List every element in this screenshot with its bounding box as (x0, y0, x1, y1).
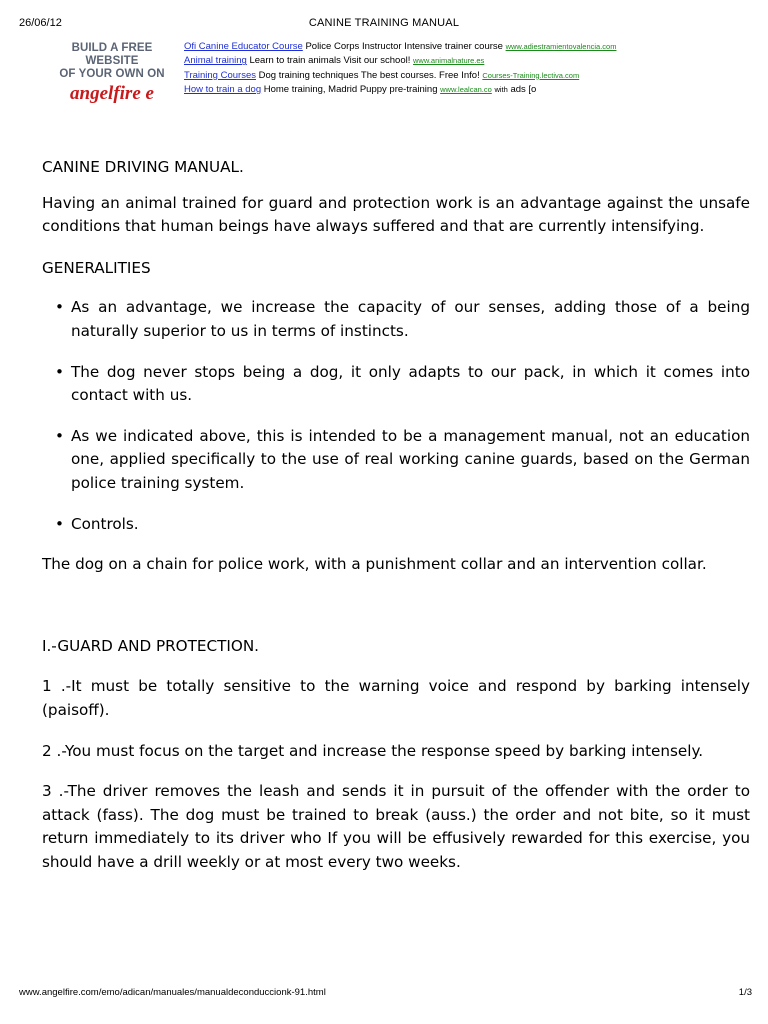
ad-row (184, 40, 754, 54)
bullet-icon: • (55, 298, 64, 317)
ad-text: Dog training techniques The best courses. Free Info! (258, 69, 480, 81)
intro-paragraph: Having an animal trained for guard and protection work is an advantage against the unsafe conditions that human beings have always suffered and that are currently intensifying. (42, 193, 750, 236)
ad-text: Police Corps Instructor Intensive trainer course (305, 41, 503, 52)
ad-row (184, 83, 754, 97)
list-item-text: The dog never stops being a dog, it only adapts to our pack, in which it comes into contact with us. (71, 362, 750, 405)
section-heading-guard: I.-GUARD AND PROTECTION. (42, 636, 260, 655)
angelfire-brand: angelfire e (70, 83, 154, 104)
list-item (42, 361, 750, 408)
ads-by-label: with (494, 84, 508, 94)
bullet-icon: • (55, 514, 64, 533)
ad-url[interactable]: www.animalnature.es (413, 56, 485, 66)
ad-links-block (184, 40, 754, 97)
document-body (42, 156, 750, 874)
ads-by-suffix[interactable]: ads [o (510, 83, 537, 95)
ad-row (184, 54, 754, 68)
print-date: 26/06/12 (19, 17, 62, 29)
numbered-item: 3 .-The driver removes the leash and sends it in pursuit of the offender with the order to attack (fass). The dog must be trained to break (auss.) the order and not bite, so it must return immediately to its driver who If you will be effusively rewarded for this exercise, you should have a drill weekly or at most every two weeks. (42, 782, 750, 871)
list-item (42, 513, 750, 537)
section-heading-generalities: GENERALITIES (42, 258, 151, 277)
footer-url: www.angelfire.com/emo/adican/manuales/manualdeconduccionk-91.html (19, 987, 326, 998)
ad-link[interactable]: Ofi Canine Educator Course (184, 41, 303, 52)
page-number: 1/3 (738, 987, 752, 998)
numbered-item: 1 .-It must be totally sensitive to the warning voice and respond by barking intensely (paisoff). (42, 677, 750, 719)
ad-url[interactable]: Courses-Training.lectiva.com (482, 70, 580, 80)
ad-link[interactable]: Animal training (184, 55, 247, 67)
ad-logo-line2: OF YOUR OWN ON (59, 68, 165, 80)
bullet-icon: • (55, 362, 64, 381)
list-item (42, 425, 750, 496)
angelfire-ad-logo[interactable] (48, 42, 176, 105)
list-item-text: As we indicated above, this is intended to be a management manual, not an education one, applied specifically to the use of real working canine guards, based on the German police training system. (71, 426, 750, 492)
generalities-list (42, 296, 750, 536)
chain-paragraph: The dog on a chain for police work, with a punishment collar and an intervention collar. (42, 555, 707, 574)
ad-url[interactable]: www.adiestramientovalencia.com (505, 42, 617, 51)
ad-link[interactable]: Training Courses (184, 69, 256, 81)
list-item-text: Controls. (71, 514, 139, 533)
numbered-item: 2 .-You must focus on the target and increase the response speed by barking intensely. (42, 741, 704, 760)
list-item-text: As an advantage, we increase the capacity of our senses, adding those of a being naturally superior to us in terms of instincts. (71, 298, 750, 340)
ad-text: Home training, Madrid Puppy pre-training (263, 83, 438, 95)
page-title: CANINE TRAINING MANUAL (308, 17, 460, 29)
ad-url[interactable]: www.lealcan.co (440, 84, 492, 94)
ad-text: Learn to train animals Visit our school! (249, 55, 411, 67)
bullet-icon: • (55, 426, 64, 445)
ad-link[interactable]: How to train a dog (184, 83, 262, 95)
ad-row (184, 69, 754, 83)
list-item (42, 296, 750, 343)
document-title: CANINE DRIVING MANUAL. (42, 158, 244, 176)
ad-logo-line1: BUILD A FREE WEBSITE (71, 42, 153, 67)
